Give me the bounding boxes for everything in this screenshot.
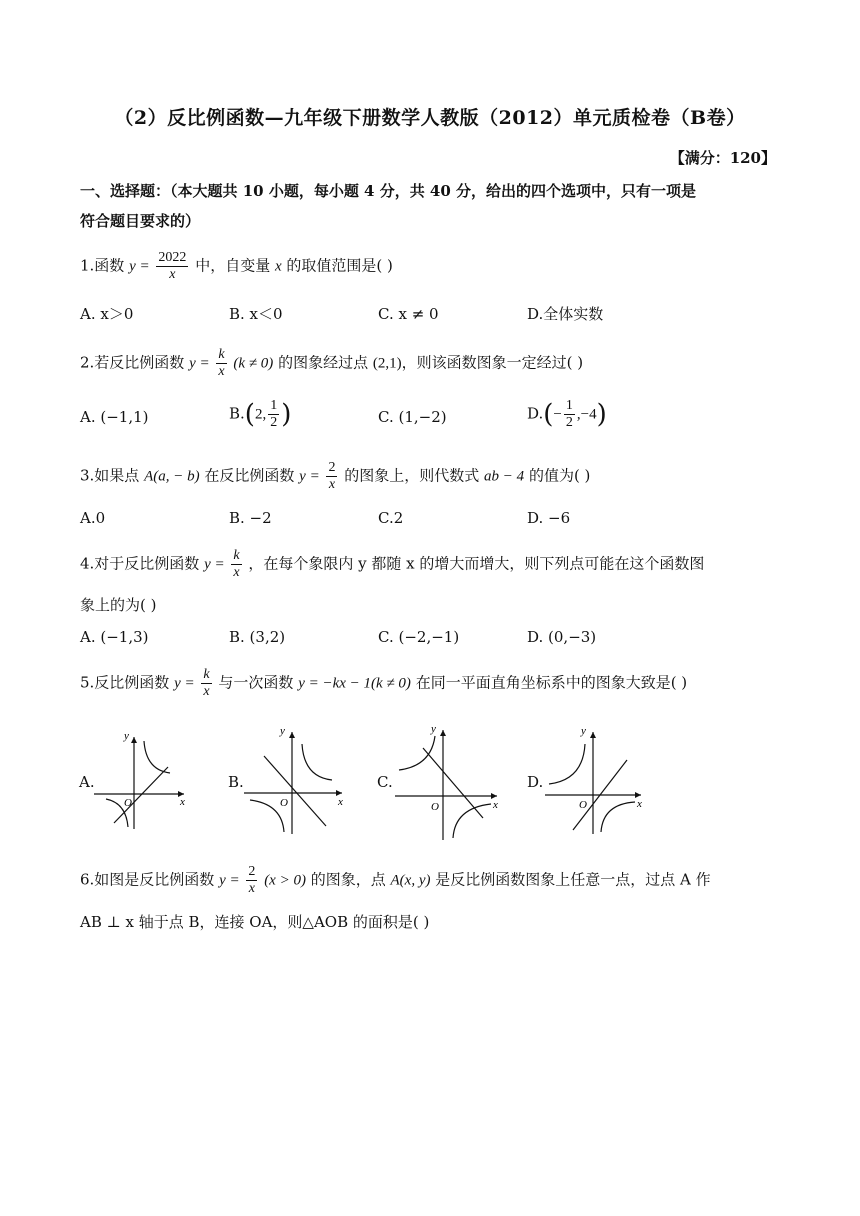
exam-title: （2）反比例函数—九年级下册数学人教版（2012）单元质检卷（B卷） (114, 107, 746, 129)
fraction: $\frac{k}{x}$ (218, 347, 225, 379)
y-axis-arrow (590, 732, 596, 738)
hyperbola-branch-q4 (601, 802, 635, 832)
linear-line (114, 767, 168, 823)
hyperbola-branch-q1 (302, 744, 332, 780)
question-4: 4.对于反比例函数 y = $\frac{k}{x}$ ，在每个象限内 y 都随 x 的增大而增大，则下列点可能在这个函数图 (80, 548, 705, 580)
origin-label: O (280, 797, 288, 809)
x-label: x (180, 796, 185, 808)
q2-option-b[interactable]: B.(2, $\frac{1}{2}$ ) (229, 398, 292, 430)
hyperbola-branch-q4 (453, 804, 491, 838)
fraction: $\frac{2022}{x}$ (158, 250, 187, 282)
hyperbola-branch-q3 (250, 800, 284, 832)
question-6-line-2: AB ⊥ x 轴于点 B，连接 OA，则△AOB 的面积是( ) (80, 913, 430, 931)
y-label: y (124, 730, 129, 742)
section-heading (80, 176, 780, 236)
q4-option-d[interactable]: D. (0,−3) (527, 628, 597, 646)
x-label: x (637, 798, 642, 810)
question-1: 1.函数 y = $\frac{2022}{x}$ 中，自变量 x 的取值范围是( ) (80, 250, 393, 282)
q5-option-c[interactable]: C. (377, 773, 393, 791)
q3-option-c[interactable]: C.2 (378, 509, 404, 527)
q5-option-a[interactable]: A. (79, 773, 95, 791)
linear-line (264, 756, 326, 826)
q3-option-a[interactable]: A.0 (80, 509, 106, 527)
q5-option-b[interactable]: B. (228, 773, 244, 791)
question-4-line-2: 象上的为( ) (80, 596, 157, 614)
q2-option-a[interactable]: A. (−1,1) (80, 408, 149, 426)
question-6: 6.如图是反比例函数 y = $\frac{2}{x}$ (x > 0) 的图象，点 A(x, y) 是反比例函数图象上任意一点，过点 A 作 (80, 864, 711, 896)
y-label: y (280, 725, 285, 737)
q5-option-d[interactable]: D. (527, 773, 544, 791)
q4-option-c[interactable]: C. (−2,−1) (378, 628, 460, 646)
q5-graph-b (242, 722, 350, 840)
y-axis-arrow (131, 737, 137, 743)
origin-label: O (431, 801, 439, 813)
y-label: y (581, 725, 586, 737)
q5-graph-a (92, 725, 192, 835)
hyperbola-branch-q2 (549, 744, 585, 784)
question-3: 3.如果点 A(a, − b) 在反比例函数 y = $\frac{2}{x}$ 的图象上，则代数式 ab − 4 的值为( ) (80, 460, 591, 492)
q2-option-d[interactable]: D.(− $\frac{1}{2}$ ,−4) (527, 398, 607, 430)
q1-option-c[interactable]: C. x ≠ 0 (378, 305, 439, 323)
fraction: $\frac{k}{x}$ (233, 548, 240, 580)
x-label: x (493, 799, 498, 811)
question-2: 2.若反比例函数 y = $\frac{k}{x}$ (k ≠ 0) 的图象经过点 (2,1)，则该函数图象一定经过( ) (80, 347, 584, 379)
fraction: $\frac{k}{x}$ (203, 667, 210, 699)
q3-option-d[interactable]: D. −6 (527, 509, 571, 527)
y-axis-arrow (289, 732, 295, 738)
y-label: y (431, 723, 436, 735)
origin-label: O (124, 797, 132, 809)
full-score-label: 【满分：120】 (669, 149, 776, 167)
q3-option-b[interactable]: B. −2 (229, 509, 272, 527)
q1-option-a[interactable]: A. x＞0 (80, 305, 134, 323)
q4-option-a[interactable]: A. (−1,3) (80, 628, 149, 646)
origin-label: O (579, 799, 587, 811)
y-axis-arrow (440, 730, 446, 736)
q1-option-b[interactable]: B. x＜0 (229, 305, 283, 323)
hyperbola-branch-q2 (399, 736, 435, 770)
fraction: $\frac{2}{x}$ (328, 460, 336, 492)
q2-option-c[interactable]: C. (1,−2) (378, 408, 447, 426)
q5-graph-d (543, 722, 649, 838)
x-label: x (338, 796, 343, 808)
q4-option-b[interactable]: B. (3,2) (229, 628, 286, 646)
question-5: 5.反比例函数 y = $\frac{k}{x}$ 与一次函数 y = −kx − 1(k ≠ 0) 在同一平面直角坐标系中的图象大致是( ) (80, 667, 688, 699)
section-heading-line-2: 符合题目要求的） (80, 212, 201, 230)
q5-graph-c (393, 720, 505, 844)
fraction: $\frac{2}{x}$ (248, 864, 256, 896)
q1-option-d[interactable]: D.全体实数 (527, 305, 604, 323)
section-heading-line-1: 一、选择题：（本大题共 10 小题，每小题 4 分，共 40 分，给出的四个选项中，只有一项是 (80, 182, 697, 200)
